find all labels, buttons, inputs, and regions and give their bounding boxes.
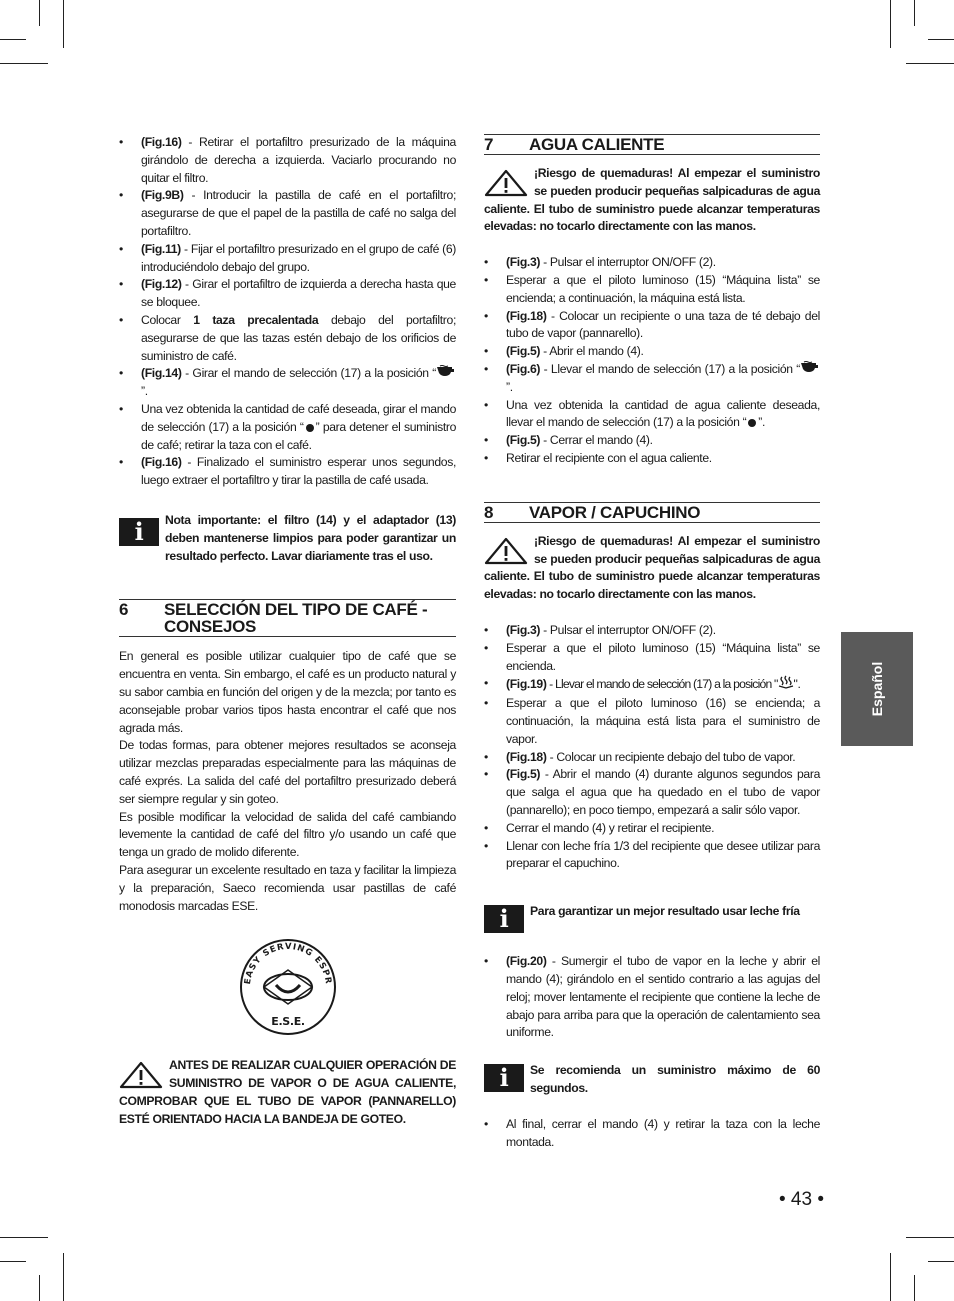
list-item: • (Fig.5) - Abrir el mando (4). (484, 343, 820, 361)
dot-icon (306, 424, 314, 432)
hot-water-steps (484, 254, 820, 468)
left-column (119, 134, 456, 1129)
list-item: • Llenar con leche fría 1/3 del recipiente que desee utilizar para preparar el capuchino. (484, 838, 820, 874)
list-item: • (Fig.3) - Pulsar el interruptor ON/OFF (2). (484, 254, 820, 272)
list-item: • Al final, cerrar el mando (4) y retirar la taza con la leche montada. (484, 1116, 820, 1152)
section-title: SELECCIÓN DEL TIPO DE CAFÉ - CONSEJOS (164, 600, 428, 637)
important-note: i Nota importante: el filtro (14) y el adaptador (13) deben mantenerse limpios para poder garantizar un resultado perfecto. Lavar diariamente tras el uso. (119, 512, 456, 565)
list-item: • Retirar el recipiente con el agua caliente. (484, 450, 820, 468)
section-number: 7 (484, 135, 494, 154)
list-item: • (Fig.16) - Finalizado el suministro esperar unos segundos, luego extraer el portafiltro y tirar la pastilla de café usada. (119, 454, 456, 490)
final-steps (484, 1116, 820, 1152)
section-heading (119, 599, 456, 637)
ese-logo (238, 937, 338, 1037)
list-item: • (Fig.19) - Llevar el mando de selección (17) a la posición " ". (484, 675, 820, 695)
steam-steps (484, 622, 820, 873)
page-number: • 43 • (779, 1189, 824, 1210)
list-item: • (Fig.11) - Fijar el portafiltro presurizado en el grupo de café (6) introduciéndolo debajo del grupo. (119, 241, 456, 277)
paragraph: De todas formas, para obtener mejores resultados se aconseja utilizar mezclas preparadas especialmente para las máquinas de café exprés. La salida del café del portafiltro presurizado deberá ser siempre regular y sin goteo. (119, 738, 456, 806)
list-item: • (Fig.12) - Girar el portafiltro de izquierda a derecha hasta que se bloquee. (119, 276, 456, 312)
cup-icon (436, 365, 456, 383)
paragraph: Es posible modificar la velocidad de salida del café cambiando levemente la cantidad de café del filtro y/o usando un café que tenga un grado de molido diferente. (119, 809, 456, 860)
warning-icon (484, 537, 528, 565)
steam-warning: ANTES DE REALIZAR CUALQUIER OPERACIÓN DE SUMINISTRO DE VAPOR O DE AGUA CALIENTE, COMPROBAR QUE EL TUBO DE VAPOR (PANNARELLO) ESTÉ ORIENTADO HACIA LA BANDEJA DE GOTEO. (119, 1058, 456, 1126)
milk-steps (484, 953, 820, 1042)
burn-warning: ¡Riesgo de quemaduras! Al empezar el suministro se pueden producir pequeñas salpicaduras de agua caliente. El tubo de suministro puede alcanzar temperaturas elevadas: no tocarlo directamente con las manos. (484, 533, 820, 602)
list-item: • (Fig.14) - Girar el mando de selección (17) a la posición “”. (119, 365, 456, 401)
milk-note: i Para garantizar un mejor resultado usar leche fría (484, 903, 820, 935)
warning-icon (119, 1061, 163, 1089)
list-item: • (Fig.3) - Pulsar el interruptor ON/OFF (2). (484, 622, 820, 640)
section-number: 6 (119, 600, 129, 620)
section-heading (484, 502, 820, 523)
cup-icon (800, 361, 820, 379)
list-item: • Esperar a que el piloto luminoso (15) “Máquina lista” se encienda. (484, 640, 820, 676)
list-item: • Una vez obtenida la cantidad de café deseada, girar el mando de selección (17) a la posición “ ” para detener el suministro de café; retirar la taza con el café. (119, 401, 456, 454)
svg-text:E.S.E.: E.S.E. (271, 1015, 305, 1029)
section-title: AGUA CALIENTE (529, 135, 665, 154)
right-column (484, 134, 820, 1151)
list-item: • Esperar a que el piloto luminoso (16) se encienda; a continuación, la máquina está lista para el suministro de vapor. (484, 695, 820, 748)
svg-text:EASY SERVING ESPRESSO: EASY SERVING ESPR (243, 942, 334, 986)
list-item: • Cerrar el mando (4) y retirar el recipiente. (484, 820, 820, 838)
list-item: • Colocar 1 taza precalentada debajo del portafiltro; asegurarse de que las tazas estén debajo de los orificios de suministro de café. (119, 312, 456, 365)
info-icon: i (119, 518, 159, 546)
section-heading (484, 134, 820, 155)
steam-icon (778, 675, 794, 695)
paragraph: En general es posible utilizar cualquier tipo de café que se encuentra en venta. Sin embargo, el café es un producto natural y su sabor cambia en función del origen y de la mezcla; por tanto es aconsejable probar varios tipos hasta encontrar el café que nos agrada más. (119, 649, 456, 735)
list-item: • (Fig.5) - Abrir el mando (4) durante algunos segundos para que salga el agua que ha quedado en el tubo de vapor (pannarello); en poco tiempo, empezará a salir sólo vapor. (484, 766, 820, 819)
paragraph: Para asegurar un excelente resultado en taza y facilitar la limpieza y la preparación, Saeco recomienda usar pastillas de café monodosis marcadas ESE. (119, 863, 456, 913)
list-item: • (Fig.5) - Cerrar el mando (4). (484, 432, 820, 450)
list-item: • (Fig.20) - Sumergir el tubo de vapor en la leche y abrir el mando (4); girándolo en el sentido contrario a las agujas del reloj; mover lentamente el recipiente que contiene la leche de abajo para arriba para que la operación de calentamiento sea uniforme. (484, 953, 820, 1042)
list-item: • Una vez obtenida la cantidad de agua caliente deseada, llevar el mando de selección (17) a la posición “ ”. (484, 397, 820, 433)
section-title: VAPOR / CAPUCHINO (529, 502, 701, 522)
section-number: 8 (484, 502, 494, 522)
steps-list (119, 134, 456, 490)
list-item: • (Fig.18) - Colocar un recipiente debajo del tubo de vapor. (484, 749, 820, 767)
list-item: • (Fig.16) - Retirar el portafiltro presurizado de la máquina girándolo de derecha a izquierda. Vaciarlo procurando no quitar el filtro. (119, 134, 456, 187)
body-text (119, 648, 456, 915)
dot-icon (748, 419, 756, 427)
list-item: • Esperar a que el piloto luminoso (15) “Máquina lista” se encienda; a continuación, la máquina está lista. (484, 272, 820, 308)
warning-icon (484, 169, 528, 197)
burn-warning: ¡Riesgo de quemaduras! Al empezar el suministro se pueden producir pequeñas salpicaduras de agua caliente. El tubo de suministro puede alcanzar temperaturas elevadas: no tocarlo directamente con las manos. (484, 166, 820, 234)
duration-note: i Se recomienda un suministro máximo de 60 segundos. (484, 1062, 820, 1098)
language-tab (841, 632, 913, 746)
info-icon: i (484, 905, 524, 933)
list-item: • (Fig.9B) - Introducir la pastilla de café en el portafiltro; asegurarse de que el papel de la pastilla de café no salga del portafiltro. (119, 187, 456, 240)
list-item: • (Fig.6) - Llevar el mando de selección (17) a la posición “”. (484, 361, 820, 397)
list-item: • (Fig.18) - Colocar un recipiente o una taza de té debajo del tubo de vapor (pannarello). (484, 308, 820, 344)
language-label: Español (869, 661, 885, 717)
info-icon: i (484, 1064, 524, 1092)
